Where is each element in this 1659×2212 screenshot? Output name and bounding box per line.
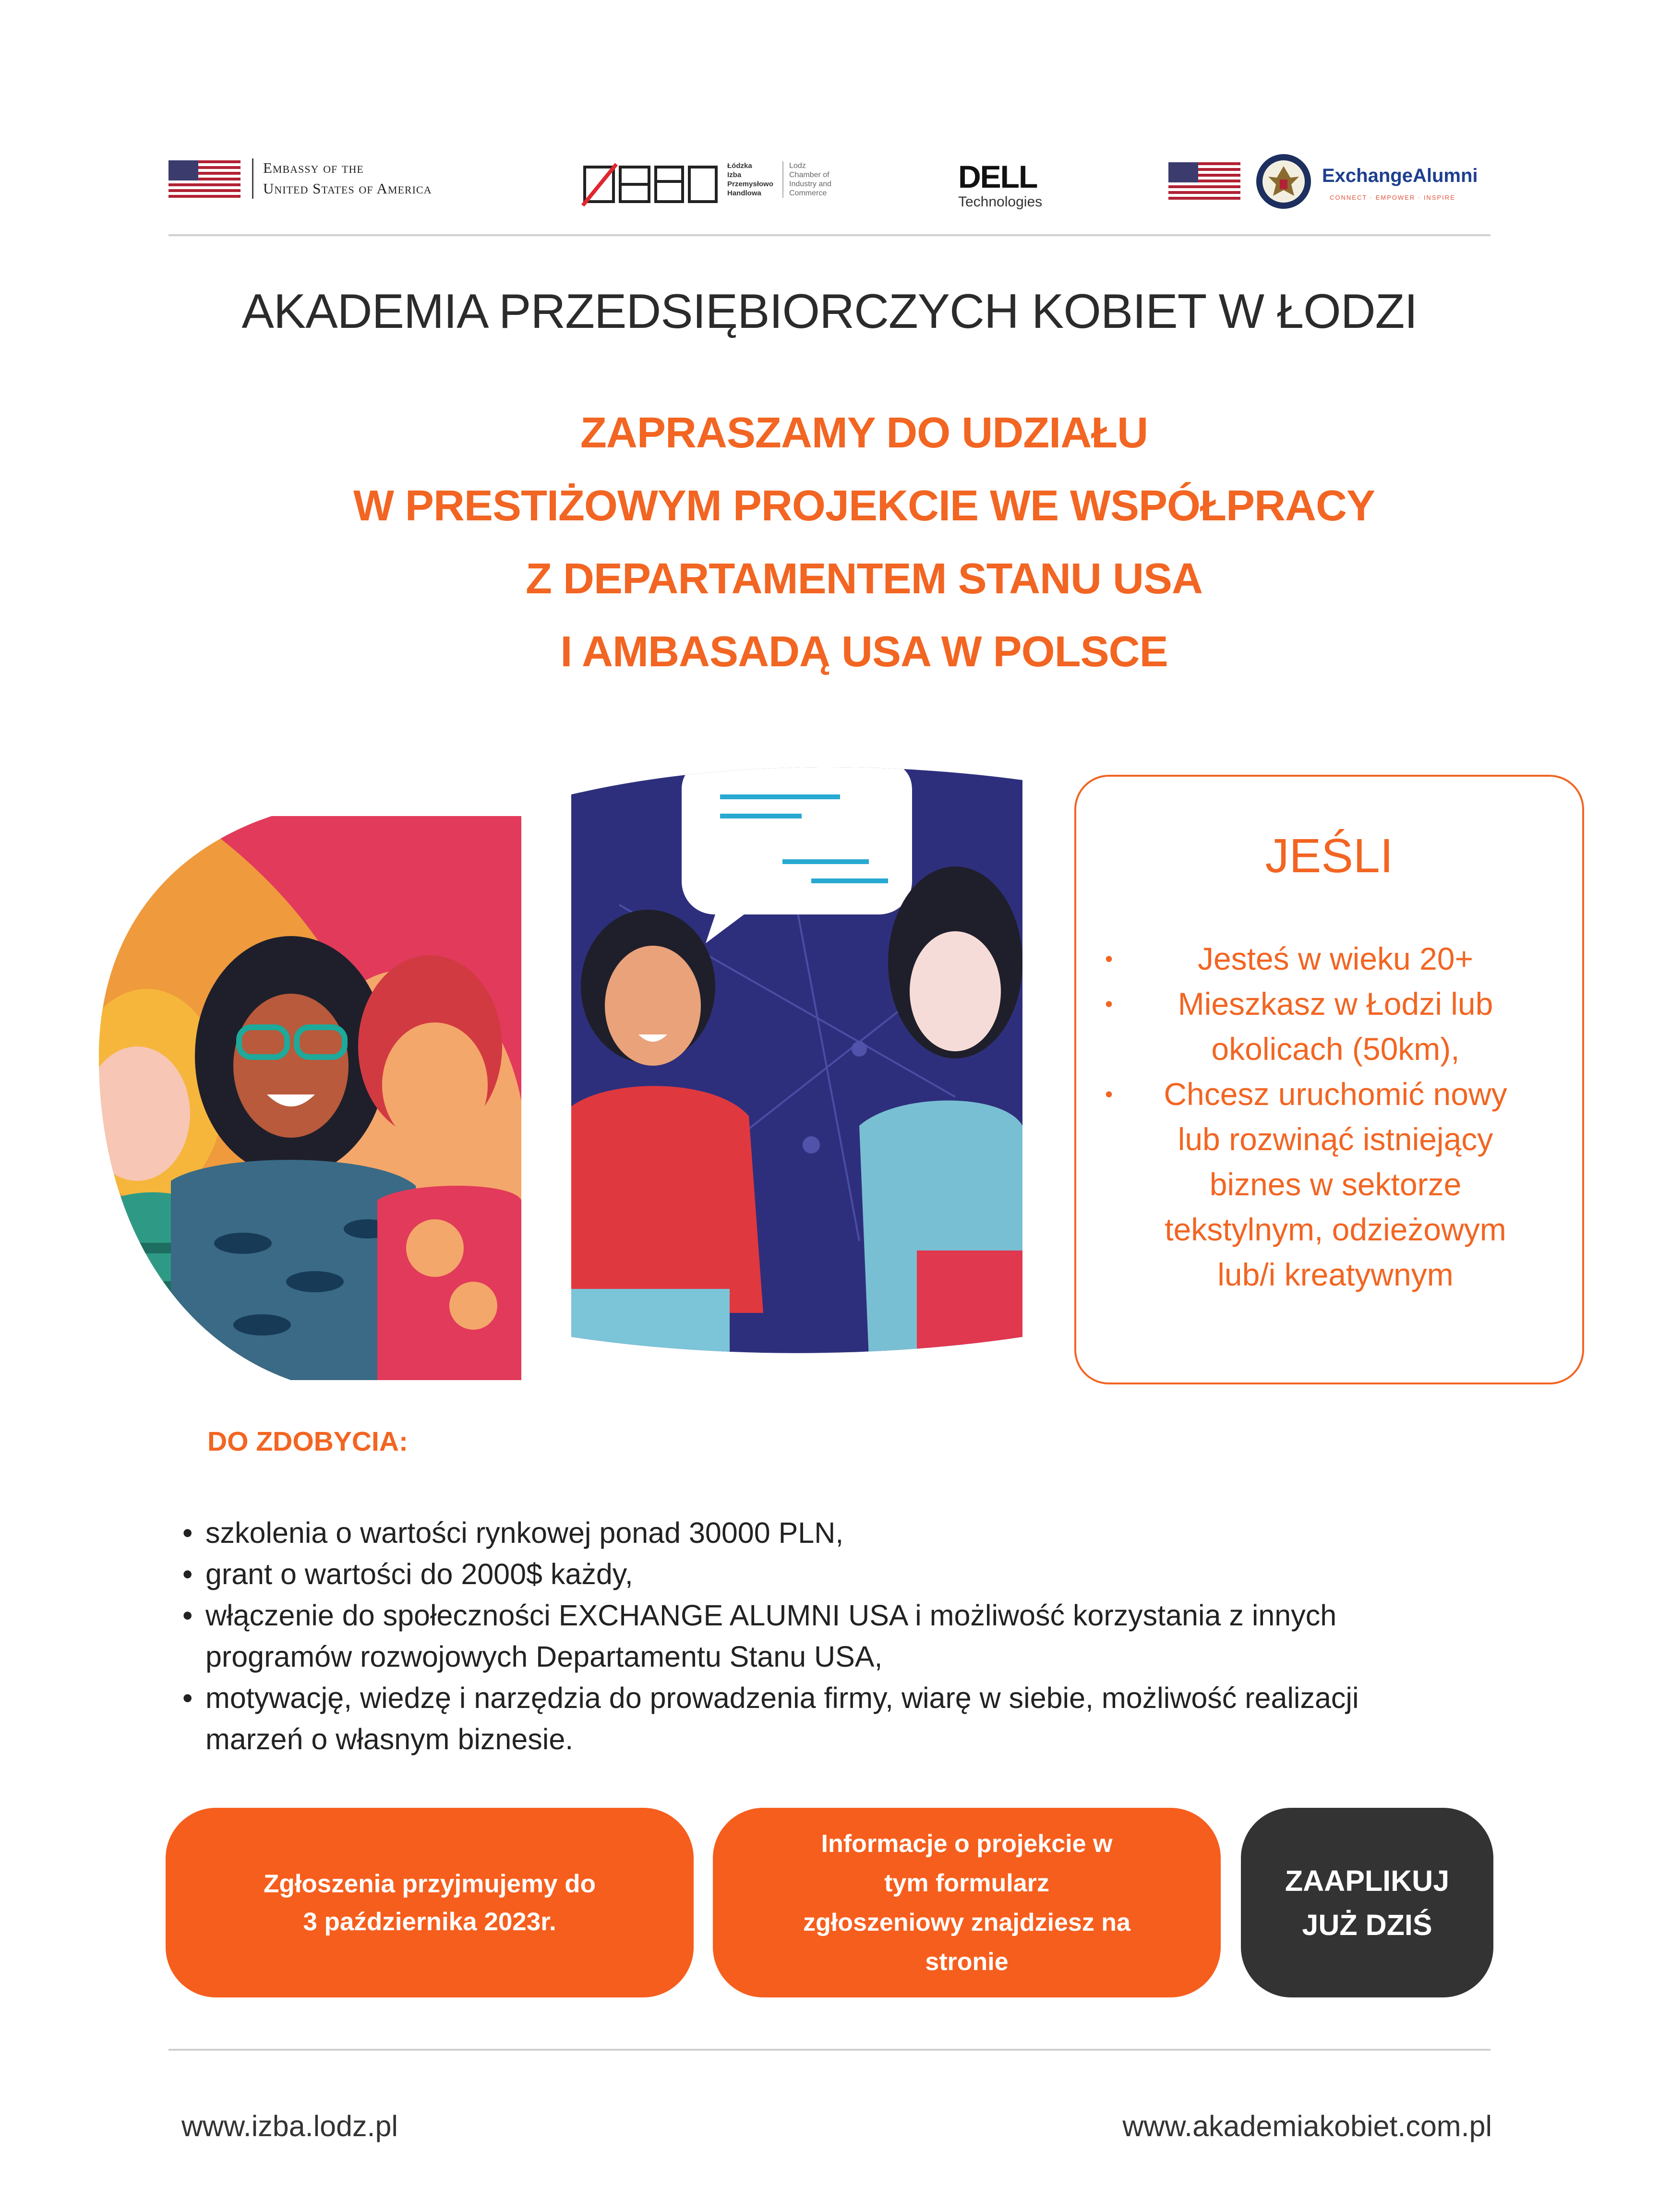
lodz-chamber-logo-icon (581, 162, 720, 206)
apply-now-button[interactable] (1241, 1808, 1493, 1997)
invitation-line: W PRESTIŻOWYM PROJEKCIE WE WSPÓŁPRACY (353, 482, 1375, 530)
info-line: Informacje o projekcie w (821, 1829, 1113, 1858)
eligibility-text: Chcesz uruchomić nowy (1164, 1076, 1507, 1112)
prize-text: szkolenia o wartości rynkowej ponad 30000 PLN, (205, 1516, 844, 1549)
deadline-line: 3 października 2023r. (303, 1907, 556, 1936)
exchange-alumni-tagline: CONNECT · EMPOWER · INSPIRE (1330, 194, 1455, 201)
eligibility-box (1074, 775, 1584, 1384)
apply-line: ZAAPLIKUJ (1285, 1864, 1450, 1897)
state-department-seal-icon (1255, 153, 1312, 210)
dell-technologies-text: Technologies (958, 194, 1043, 210)
invitation-heading (120, 397, 1608, 688)
bullet-icon: • (182, 1516, 193, 1549)
invitation-line: Z DEPARTAMENTEM STANU USA (526, 555, 1202, 603)
list-item (179, 1512, 1499, 1553)
eligibility-text: Jesteś w wieku 20+ (1197, 941, 1474, 976)
invitation-line: ZAPRASZAMY DO UDZIAŁU (580, 409, 1148, 457)
footer-link-izba[interactable]: www.izba.lodz.pl (181, 2110, 398, 2142)
bottom-divider (168, 2049, 1491, 2051)
prize-text: włączenie do społeczności EXCHANGE ALUMNI USA i możliwość korzystania z innych (205, 1599, 1337, 1632)
lodz-chamber-pl-text (727, 161, 773, 198)
eligibility-title: JEŚLI (1265, 829, 1394, 883)
eligibility-text: lub rozwinąć istniejący (1178, 1121, 1493, 1157)
deadline-line: Zgłoszenia przyjmujemy do (263, 1869, 596, 1898)
lodz-chamber-en-text (782, 161, 831, 198)
info-line: stronie (925, 1948, 1009, 1976)
list-item (179, 1595, 1499, 1677)
us-flag-icon (1168, 162, 1240, 200)
deadline-button[interactable] (166, 1808, 694, 1997)
top-divider (168, 234, 1491, 236)
eligibility-text: biznes w sektorze (1209, 1166, 1462, 1202)
list-item (1105, 936, 1566, 981)
eligibility-text: lub/i kreatywnym (1217, 1257, 1454, 1292)
embassy-divider (252, 158, 253, 199)
eligibility-text: Mieszkasz w Łodzi lub (1178, 986, 1493, 1022)
dell-logo: DELL (958, 159, 1037, 194)
women-conversation-illustration (571, 761, 1022, 1358)
lodz-pl-line: Handlowa (727, 189, 761, 197)
lodz-pl-line: Przemysłowo (727, 180, 773, 188)
lodz-pl-line: Łódzka (727, 162, 752, 170)
prize-text: marzeń o własnym biznesie. (205, 1723, 574, 1755)
invitation-line: I AMBASADĄ USA W POLSCE (560, 628, 1168, 676)
page-title: AKADEMIA PRZEDSIĘBIORCZYCH KOBIET W ŁODZI (241, 285, 1418, 338)
women-group-illustration (99, 787, 521, 1380)
bullet-icon: • (182, 1682, 193, 1714)
list-item (179, 1553, 1499, 1595)
info-line: tym formularz (884, 1869, 1049, 1897)
bullet-icon: • (182, 1599, 193, 1632)
exchange-alumni-logo: ExchangeAlumni (1322, 165, 1478, 186)
prize-text: motywację, wiedzę i narzędzia do prowadzenia firmy, wiarę w siebie, możliwość realizacji (205, 1682, 1359, 1714)
list-item (1105, 981, 1566, 1071)
prize-text: programów rozwojowych Departamentu Stanu USA, (205, 1640, 883, 1673)
embassy-line-1: Embassy of the (263, 159, 364, 176)
info-line: zgłoszeniowy znajdziesz na (803, 1908, 1130, 1936)
bullet-icon: • (1105, 1082, 1113, 1106)
prize-text: grant o wartości do 2000$ każdy, (205, 1558, 633, 1590)
lodz-en-line: Industry and (789, 180, 832, 188)
bullet-icon: • (182, 1558, 193, 1590)
list-item (179, 1677, 1499, 1760)
list-item (1105, 1071, 1566, 1297)
bullet-icon: • (1105, 946, 1113, 971)
embassy-logo-text (263, 157, 432, 199)
eligibility-list (1105, 936, 1566, 1297)
eligibility-text: okolicach (50km), (1211, 1031, 1460, 1067)
us-flag-icon (168, 160, 240, 198)
project-info-button[interactable] (713, 1808, 1221, 1997)
prizes-title: DO ZDOBYCIA: (207, 1426, 408, 1457)
lodz-en-line: Lodz (789, 162, 806, 170)
prizes-list (179, 1512, 1499, 1760)
footer-link-akademia[interactable]: www.akademiakobiet.com.pl (1122, 2110, 1492, 2142)
lodz-en-line: Chamber of (789, 171, 830, 179)
bullet-icon: • (1105, 991, 1113, 1016)
eligibility-text: tekstylnym, odzieżowym (1165, 1212, 1506, 1247)
lodz-en-line: Commerce (789, 189, 827, 197)
embassy-line-2: United States of America (263, 180, 432, 197)
apply-line: JUŻ DZIŚ (1302, 1908, 1432, 1941)
lodz-pl-line: Izba (727, 171, 742, 179)
